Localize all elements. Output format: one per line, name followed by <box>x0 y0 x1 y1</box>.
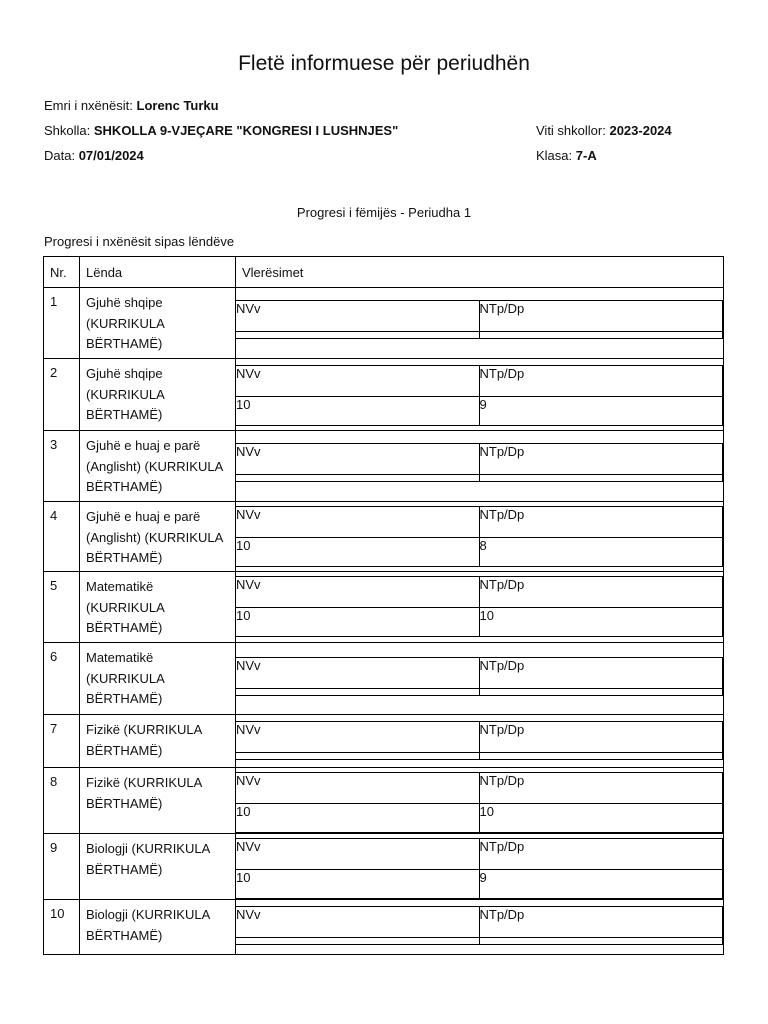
grades-header-row <box>236 658 723 689</box>
grade-header-nvv: NVv <box>236 301 480 332</box>
grade-nvv-value: 10 <box>236 804 480 833</box>
grade-header-ntp: NTp/Dp <box>479 839 723 870</box>
row-number: 6 <box>44 643 80 715</box>
grades-value-row <box>236 397 723 426</box>
table-row <box>44 900 724 955</box>
grades-header-row <box>236 773 723 804</box>
grades-value-row <box>236 475 723 482</box>
grade-nvv-value: 10 <box>236 608 480 637</box>
row-number: 4 <box>44 502 80 572</box>
row-subject: Gjuhë shqipe (KURRIKULA BËRTHAMË) <box>80 288 236 359</box>
period-title: Progresi i fëmijës - Periudha 1 <box>296 205 472 220</box>
grade-header-nvv: NVv <box>236 658 480 689</box>
grade-ntp-value: 9 <box>479 397 723 426</box>
page-title: Fletë informuese për periudhën <box>238 52 530 75</box>
table-header-row <box>44 257 724 288</box>
row-subject: Fizikë (KURRIKULA BËRTHAMË) <box>80 715 236 768</box>
grades-subtable <box>235 576 723 637</box>
date-line <box>44 148 144 164</box>
class-value: 7-A <box>575 148 597 163</box>
grade-header-ntp: NTp/Dp <box>479 301 723 332</box>
grades-subtable <box>235 906 723 945</box>
grades-header-row <box>236 907 723 938</box>
row-grades <box>236 359 724 431</box>
grade-header-ntp: NTp/Dp <box>479 444 723 475</box>
grade-header-nvv: NVv <box>236 773 480 804</box>
grade-ntp-value <box>479 332 723 339</box>
grade-header-nvv: NVv <box>236 907 480 938</box>
grades-subtable <box>235 772 723 833</box>
row-grades <box>236 715 724 768</box>
grade-header-ntp: NTp/Dp <box>479 507 723 538</box>
grades-subtable <box>235 443 723 482</box>
row-number: 8 <box>44 768 80 834</box>
row-number: 1 <box>44 288 80 359</box>
grade-nvv-value <box>236 689 480 696</box>
row-subject: Matematikë (KURRIKULA BËRTHAMË) <box>80 572 236 643</box>
row-number: 10 <box>44 900 80 955</box>
grade-ntp-value <box>479 689 723 696</box>
grade-header-ntp: NTp/Dp <box>479 577 723 608</box>
row-grades <box>236 768 724 834</box>
grades-subtable <box>235 506 723 567</box>
grades-header-row <box>236 507 723 538</box>
row-grades <box>236 643 724 715</box>
row-grades <box>236 834 724 900</box>
grades-subtable <box>235 838 723 899</box>
progress-table <box>43 256 724 955</box>
grade-header-nvv: NVv <box>236 444 480 475</box>
grade-ntp-value <box>479 938 723 945</box>
grade-header-ntp: NTp/Dp <box>479 366 723 397</box>
table-row <box>44 834 724 900</box>
class-label: Klasa: <box>536 148 573 163</box>
grade-nvv-value <box>236 332 480 339</box>
grades-subtable <box>235 300 723 339</box>
grades-header-row <box>236 301 723 332</box>
grades-header-row <box>236 722 723 753</box>
header-subject: Lënda <box>80 257 236 288</box>
grade-nvv-value: 10 <box>236 538 480 567</box>
row-number: 9 <box>44 834 80 900</box>
date-value: 07/01/2024 <box>78 148 144 163</box>
class-line <box>536 148 597 164</box>
grades-header-row <box>236 839 723 870</box>
grade-header-ntp: NTp/Dp <box>479 907 723 938</box>
school-value: SHKOLLA 9-VJEÇARE "KONGRESI I LUSHNJES" <box>93 123 399 138</box>
grade-header-nvv: NVv <box>236 839 480 870</box>
row-grades <box>236 900 724 955</box>
grades-header-row <box>236 444 723 475</box>
grades-header-row <box>236 577 723 608</box>
table-row <box>44 715 724 768</box>
row-subject: Biologji (KURRIKULA BËRTHAMË) <box>80 834 236 900</box>
row-grades <box>236 502 724 572</box>
row-subject: Matematikë (KURRIKULA BËRTHAMË) <box>80 643 236 715</box>
grades-subtable <box>235 657 723 696</box>
row-number: 2 <box>44 359 80 431</box>
school-year-line <box>536 123 672 139</box>
table-row <box>44 768 724 834</box>
date-label: Data: <box>44 148 76 163</box>
table-row <box>44 643 724 715</box>
row-grades <box>236 431 724 502</box>
grade-ntp-value: 9 <box>479 870 723 899</box>
grades-value-row <box>236 608 723 637</box>
school-label: Shkolla: <box>44 123 91 138</box>
grade-header-nvv: NVv <box>236 722 480 753</box>
row-grades <box>236 572 724 643</box>
grade-ntp-value: 8 <box>479 538 723 567</box>
row-number: 7 <box>44 715 80 768</box>
grade-ntp-value: 10 <box>479 804 723 833</box>
grade-header-ntp: NTp/Dp <box>479 658 723 689</box>
table-row <box>44 359 724 431</box>
grade-header-ntp: NTp/Dp <box>479 722 723 753</box>
row-subject: Gjuhë shqipe (KURRIKULA BËRTHAMË) <box>80 359 236 431</box>
grades-value-row <box>236 753 723 760</box>
grade-nvv-value <box>236 753 480 760</box>
grade-nvv-value <box>236 475 480 482</box>
grades-value-row <box>236 689 723 696</box>
row-subject: Gjuhë e huaj e parë (Anglisht) (KURRIKULA BËRTHAMË) <box>80 502 236 572</box>
grade-header-ntp: NTp/Dp <box>479 773 723 804</box>
grades-subtable <box>235 721 723 760</box>
row-number: 5 <box>44 572 80 643</box>
header-nr: Nr. <box>44 257 80 288</box>
grade-nvv-value <box>236 938 480 945</box>
grade-ntp-value: 10 <box>479 608 723 637</box>
row-grades <box>236 288 724 359</box>
grades-value-row <box>236 804 723 833</box>
grade-header-nvv: NVv <box>236 507 480 538</box>
student-name-line <box>44 98 219 114</box>
grade-nvv-value: 10 <box>236 397 480 426</box>
school-year-value: 2023-2024 <box>609 123 672 138</box>
student-name-label: Emri i nxënësit: <box>44 98 133 113</box>
grades-subtable <box>235 365 723 426</box>
row-subject: Fizikë (KURRIKULA BËRTHAMË) <box>80 768 236 834</box>
grades-header-row <box>236 366 723 397</box>
grade-ntp-value <box>479 475 723 482</box>
table-title: Progresi i nxënësit sipas lëndëve <box>44 234 235 249</box>
row-subject: Biologji (KURRIKULA BËRTHAMË) <box>80 900 236 955</box>
student-name-value: Lorenc Turku <box>136 98 219 113</box>
row-number: 3 <box>44 431 80 502</box>
grades-value-row <box>236 870 723 899</box>
grade-header-nvv: NVv <box>236 577 480 608</box>
grades-value-row <box>236 332 723 339</box>
grade-header-nvv: NVv <box>236 366 480 397</box>
school-year-label: Viti shkollor: <box>536 123 606 138</box>
grades-value-row <box>236 938 723 945</box>
header-grades: Vlerësimet <box>236 257 724 288</box>
grade-nvv-value: 10 <box>236 870 480 899</box>
school-line <box>44 123 398 139</box>
grade-ntp-value <box>479 753 723 760</box>
table-row <box>44 288 724 359</box>
table-row <box>44 431 724 502</box>
table-row <box>44 572 724 643</box>
grades-value-row <box>236 538 723 567</box>
table-row <box>44 502 724 572</box>
row-subject: Gjuhë e huaj e parë (Anglisht) (KURRIKULA BËRTHAMË) <box>80 431 236 502</box>
